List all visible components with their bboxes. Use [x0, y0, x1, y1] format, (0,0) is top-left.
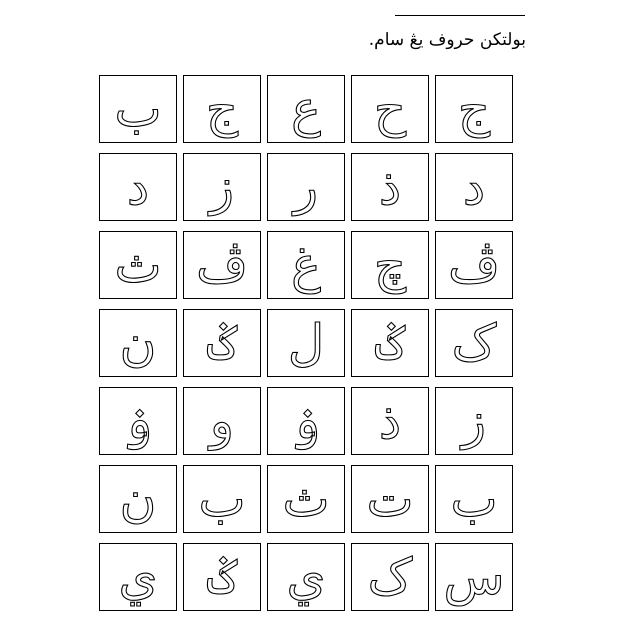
- letter-box[interactable]: [267, 543, 345, 611]
- outlined-letter: غ: [291, 236, 321, 294]
- letter-box[interactable]: [99, 387, 177, 455]
- outlined-letter: ذ: [378, 392, 402, 450]
- outlined-letter: ح: [373, 80, 407, 138]
- letter-box[interactable]: [267, 231, 345, 299]
- outlined-letter: ݢ: [207, 548, 237, 606]
- outlined-letter: و: [209, 392, 235, 450]
- letter-box[interactable]: [183, 75, 261, 143]
- letter-box[interactable]: [351, 543, 429, 611]
- letter-box[interactable]: [99, 153, 177, 221]
- outlined-letter: ن: [119, 314, 157, 372]
- letter-box[interactable]: [99, 75, 177, 143]
- outlined-letter: ث: [114, 236, 162, 294]
- outlined-letter: ݢ: [375, 314, 405, 372]
- outlined-letter: ذ: [378, 158, 402, 216]
- letter-box[interactable]: [99, 231, 177, 299]
- outlined-letter: ڤ: [448, 236, 500, 294]
- letter-box[interactable]: [435, 543, 513, 611]
- outlined-letter: ۏ: [123, 392, 153, 450]
- outlined-letter: ج: [457, 80, 491, 138]
- name-answer-line[interactable]: [395, 15, 525, 16]
- letter-box[interactable]: [351, 309, 429, 377]
- letter-box[interactable]: [267, 309, 345, 377]
- outlined-letter: ج: [205, 80, 239, 138]
- letter-box[interactable]: [183, 153, 261, 221]
- outlined-letter: ر: [293, 158, 319, 216]
- outlined-letter: ي: [118, 548, 158, 606]
- letter-box[interactable]: [435, 387, 513, 455]
- letter-box[interactable]: [435, 309, 513, 377]
- letter-box[interactable]: [435, 153, 513, 221]
- letter-grid: [99, 75, 513, 611]
- letter-box[interactable]: [183, 387, 261, 455]
- letter-box[interactable]: [267, 387, 345, 455]
- outlined-letter: ع: [291, 80, 321, 138]
- letter-box[interactable]: [435, 231, 513, 299]
- outlined-letter: ݢ: [207, 314, 237, 372]
- outlined-letter: ز: [209, 158, 235, 216]
- outlined-letter: ز: [461, 392, 487, 450]
- outlined-letter: ل: [287, 314, 325, 372]
- outlined-letter: ي: [286, 548, 326, 606]
- letter-box[interactable]: [99, 465, 177, 533]
- letter-box[interactable]: [435, 465, 513, 533]
- outlined-letter: د: [126, 158, 150, 216]
- letter-box[interactable]: [183, 309, 261, 377]
- outlined-letter: ن: [119, 470, 157, 528]
- letter-box[interactable]: [183, 543, 261, 611]
- letter-box[interactable]: [267, 75, 345, 143]
- letter-box[interactable]: [351, 387, 429, 455]
- letter-box[interactable]: [183, 231, 261, 299]
- outlined-letter: س: [443, 548, 505, 606]
- letter-box[interactable]: [351, 75, 429, 143]
- letter-box[interactable]: [351, 465, 429, 533]
- worksheet-instruction: بولتکن حروف يڠ سام.: [368, 30, 526, 50]
- outlined-letter: ب: [450, 470, 498, 528]
- letter-box[interactable]: [351, 153, 429, 221]
- letter-box[interactable]: [435, 75, 513, 143]
- outlined-letter: ڤ: [196, 236, 248, 294]
- letter-box[interactable]: [99, 543, 177, 611]
- letter-box[interactable]: [183, 465, 261, 533]
- letter-box[interactable]: [351, 231, 429, 299]
- letter-box[interactable]: [267, 465, 345, 533]
- outlined-letter: ب: [114, 80, 162, 138]
- letter-box[interactable]: [99, 309, 177, 377]
- letter-box[interactable]: [267, 153, 345, 221]
- outlined-letter: چ: [373, 236, 407, 294]
- outlined-letter: ت: [366, 470, 414, 528]
- outlined-letter: د: [462, 158, 486, 216]
- outlined-letter: ب: [198, 470, 246, 528]
- outlined-letter: ک: [367, 548, 413, 606]
- outlined-letter: ۏ: [291, 392, 321, 450]
- outlined-letter: ک: [451, 314, 497, 372]
- outlined-letter: ث: [282, 470, 330, 528]
